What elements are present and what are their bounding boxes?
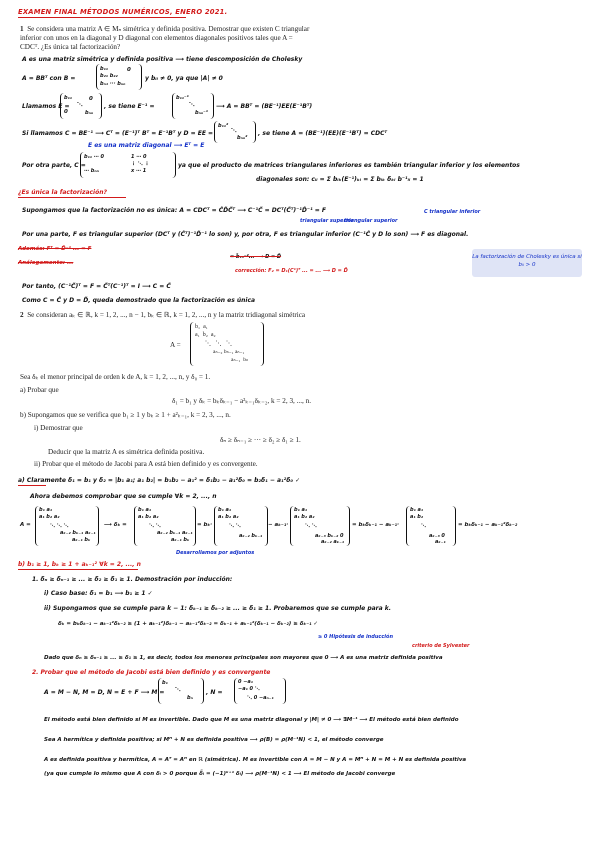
problem2-part-b-ii: ii) Probar que el método de Jacobi para A está bien definido y es convergente. xyxy=(34,460,258,468)
p2-hw-line7: ii) Supongamos que se cumple para k − 1: δₖ₋₁ ≥ δₖ₋₂ ≥ ... ≥ δ₁ ≥ 1. Probaremos que se cumple para k. xyxy=(44,605,392,612)
p2-hw-line1: Ahora debemos comprobar que se cumple ∀k = 2, ..., n xyxy=(30,493,217,500)
p1-strike-continuation: = b̃₁₁⁻²... ⟶ D = D̃ xyxy=(230,254,282,260)
p2-expand-term3: = bₖδₖ₋₁ − aₖ₋₁· xyxy=(352,522,400,528)
title-underline xyxy=(18,17,186,18)
p1-hw-line8: E es una matriz diagonal ⟶ Eᵀ = E xyxy=(88,142,205,149)
p2-det-matrix-A: b₁ a₁ a₁ b₂ a₂ ⋱ ⋱ ⋱ aₖ₋₂ bₖ₋₁ aₖ₋₁ aₖ₋₁ bₖ xyxy=(35,506,99,546)
p1-uniq-underline xyxy=(18,197,126,198)
problem2-part-a-formula: δ₁ = b₁ y δₖ = bₖδₖ₋₁ − a²ₖ₋₁δₖ₋₂, k = 2, 3, ..., n. xyxy=(172,397,312,405)
p2-hw-line12: 2. Probar que el método de Jacobi está bien definido y es convergente xyxy=(32,669,271,676)
p2-hw-line4: b) b₁ ≥ 1, bₖ ≥ 1 + aₖ₋₁² ∀k = 2, ..., n xyxy=(18,561,141,568)
p2-expand-term1: = bₖ· xyxy=(197,522,213,528)
problem2-part-b: b) Supongamos que se verifica que b₁ ≥ 1 y bₖ ≥ 1 + a²ₖ₋₁, k = 2, 3, ..., n. xyxy=(20,411,231,419)
p1-hw-line19: Análogamente: ... xyxy=(18,260,74,266)
p2-hw-line14: , N = xyxy=(206,689,223,696)
p2-hw-line6: i) Caso base: δ₁ = b₁ ⟶ b₁ ≥ 1 ✓ xyxy=(44,590,153,597)
p1-hw-line7: , se tiene A = (BE⁻¹)(EE)(E⁻¹Bᵀ) = CDCᵀ xyxy=(258,130,388,137)
problem1-statement xyxy=(20,25,309,52)
p2-det-A-label: A = xyxy=(20,522,31,528)
p1-hw-line0: A es una matriz simétrica y definida positiva ⟶ tiene descomposición de Cholesky xyxy=(22,56,303,63)
p1-hw-line17: Por una parte, F es triangular superior (DCᵀ y (C̃ᵀ)⁻¹D̃⁻¹ lo son) y, por otra, F es triangular inferior (C⁻¹C̃ y D lo son) ⟶ F es diagonal. xyxy=(22,231,469,238)
p2-hw-line3: Desarrollamos por adjuntos xyxy=(176,550,255,556)
p1-matrix-D: b₁₁² ⋱ bₙₙ² xyxy=(214,121,256,143)
p1-hw-line11: diagonales son: cᵢᵢ = Σ bᵢₖ(E⁻¹)ₖᵢ = Σ bᵢₖ δₖᵢ b⁻¹ᵢᵢ = 1 xyxy=(256,176,424,183)
p1-hw-line13: Supongamos que la factorización no es única: A = CDCᵀ = C̃D̃C̃ᵀ ⟶ C⁻¹C̃ = DCᵀ(C̃ᵀ)⁻¹D̃⁻¹ = F xyxy=(22,207,327,214)
p1-matrix-B: b₁₁ b₂₁ b₂₂ bₙ₁ ··· bₙₙ 0 xyxy=(96,64,142,90)
p2-a-underline xyxy=(18,485,46,486)
p2-hw-line0: a) Claramente δ₁ = b₁ y δ₂ = |b₁ a₁; a₁ b₂| = b₁b₂ − a₁² = δ₁b₂ − a₁²δ₀ = b₂δ₁ − a₁²δ₀ ✓ xyxy=(18,477,301,484)
p2-hw-line8: δₖ = bₖδₖ₋₁ − aₖ₋₁²δₖ₋₂ ≥ (1 + aₖ₋₁²)δₖ₋₁ − aₖ₋₁²δₖ₋₂ = δₖ₋₁ + aₖ₋₁²(δₖ₋₁ − δₖ₋₂) ≥ δₖ₋₁ ✓ xyxy=(58,621,319,627)
p1-hw-line14: C triangular inferior xyxy=(424,209,481,215)
p2-b-underline xyxy=(18,569,138,570)
p1-hw-line9: Por otra parte, C = xyxy=(22,162,86,169)
p2-hw-line9: ≥ 0 Hipótesis de inducción xyxy=(318,634,394,640)
problem2-part-b-i-tail: Deducir que la matriz A es simétrica definida positiva. xyxy=(48,448,205,456)
problem2-delta-definition: Sea δₖ el menor principal de orden k de A, k = 1, 2, ..., n, y δ₀ = 1. xyxy=(20,373,211,381)
p2-hw-line2: = bₖδₖ₋₁ − aₖ₋₁²δₖ₋₂ xyxy=(458,522,518,528)
problem1-statement-line1: Se considera una matriz A ∈ Mₙ simétrica y definida positiva. Demostrar que existen C triangular xyxy=(27,25,310,33)
p2-hw-line16: Sea A hermítica y definida positiva; si Mᴴ + N es definida positiva ⟶ ρ(B) = ρ(M⁻¹N) < 1, el método converge xyxy=(44,737,384,743)
p2-det-minor-2: b₁ a₁ a₁ b₂ a₂ ⋱ ⋱ aₖ₋₂ bₖ₋₁ xyxy=(214,506,268,546)
p2-det-minor-3: b₁ a₁ a₁ b₂ a₂ ⋱ ⋱ aₖ₋₃ bₖ₋₂ 0 aₖ₋₂ aₖ₋₁ xyxy=(290,506,350,546)
p1-hw-line21: Como C = C̃ y D = D̃, queda demostrado que la factorización es única xyxy=(22,297,256,304)
p2-delta-k-label: ⟶ δₖ = xyxy=(104,522,127,528)
cholesky-note-box: La factorización de Cholesky es única si bᵢᵢ > 0 xyxy=(472,249,582,277)
problem2-number: 2 xyxy=(20,311,24,319)
p1-hw-line1: A = BBᵀ con B = xyxy=(22,75,76,82)
p1-hw-line22: corrección: F₂ = D₁(C¹)ᵀ ... = ... ⟶ D = D̃ xyxy=(235,268,348,274)
p2-matrix-M: b₁ ⋱ bₙ xyxy=(158,678,204,704)
problem2-statement-line1: 2 Se consideran aₖ ∈ ℝ, k = 1, 2, ..., n − 1, bₖ ∈ ℝ, k = 1, 2, ..., n y la matriz tridiagonal simétrica xyxy=(20,311,306,319)
p1-hw-line15: triangular superior xyxy=(300,218,354,224)
problem1-statement-line2: inferior con unos en la diagonal y D diagonal con elementos diagonales positivos tales que A = xyxy=(20,34,293,42)
p2-matrix-N: 0 −a₁ −a₁ 0 ⋱ ⋱ 0 −aₙ₋₁ xyxy=(234,678,286,704)
p2-hw-line13: A = M − N, M = D, N = E + F ⟶ M = xyxy=(44,689,165,696)
problem2-part-a: a) Probar que xyxy=(20,386,59,394)
p2-hw-line10: criterio de Sylvester xyxy=(412,643,470,649)
exam-title: EXAMEN FINAL MÉTODOS NUMÉRICOS, ENERO 2021. xyxy=(18,8,228,16)
p1-hw-line18: Además: Fᵀ = D̃⁻¹ ... = F xyxy=(18,246,92,252)
p1-hw-line16: triangular superior xyxy=(344,218,398,224)
p1-hw-line3: Llamamos E = xyxy=(22,103,70,110)
p1-hw-line2: y bᵢᵢ ≠ 0, ya que |A| ≠ 0 xyxy=(145,75,223,82)
p1-hw-line4: , se tiene E⁻¹ = xyxy=(104,103,155,110)
p1-hw-line10: ya que el producto de matrices triangulares inferiores es también triangular inferior y los elementos xyxy=(178,162,520,169)
problem1-statement-line3: CDCᵀ. ¿Es única tal factorización? xyxy=(20,43,121,51)
p2-expand-term2: − aₖ₋₁· xyxy=(268,522,289,528)
p1-hw-line20: Por tanto, (C⁻¹C̃)ᵀ = F = C̃ᵀ(C⁻¹)ᵀ = I ⟶ C = C̃ xyxy=(22,283,171,290)
p1-matrix-C-product: b₁₁ ⋯ 0 ⋯ bₙₙ 1 ⋯ 0 ⋮ ⋱ ⋮ x ⋯ 1 xyxy=(80,152,176,178)
p1-matrix-Einv: b₁₁⁻¹ ⋱ bₙₙ⁻¹ xyxy=(172,93,214,119)
p2-det-minor-4: b₁ a₁ a₁ b₂ ⋱ aₖ₋₃ 0 aₖ₋₁ xyxy=(406,506,456,546)
p1-matrix-E: b₁₁ ⋱ bₙₙ 0 0 xyxy=(60,93,102,119)
p1-hw-line12: ¿Es única la factorización? xyxy=(18,189,107,196)
problem1-number: 1 xyxy=(20,25,24,33)
p2-hw-line18: (ya que cumple lo mismo que A con δᵢ > 0 porque δ̃ᵢ = (−1)ᵏ⁺¹ δᵢ) ⟶ ρ(M⁻¹N) < 1 ⟶ El método de Jacobi converge xyxy=(44,771,396,777)
p2-det-minor-1: b₁ a₁ a₁ b₂ a₂ ⋱ ⋱ aₖ₋₂ bₖ₋₁ aₖ₋₁ aₖ₋₁ bₖ xyxy=(134,506,196,546)
problem2-matrix-label: A = xyxy=(170,341,181,349)
p1-hw-line6: Si llamamos C = BE⁻¹ ⟶ Cᵀ = (E⁻¹)ᵀ Bᵀ = E⁻¹Bᵀ y D = EE = xyxy=(22,130,214,137)
p1-hw-line5: ⟶ A = BBᵀ = (BE⁻¹)EE(E⁻¹Bᵀ) xyxy=(216,103,313,110)
p2-hw-line17: A es definida positiva y hermítica, A = Aᵀ = Aᴴ en ℝ (simétrica). M es invertible con A = M − N y A = Mᴴ + N = M + N es definida positiva xyxy=(44,757,467,763)
problem2-tridiagonal-matrix: b₁ a₁ a₁ b₂ a₂ ⋱ ⋱ ⋱ aₙ₋₂ bₙ₋₁ aₙ₋₁ aₙ₋₁ bₙ xyxy=(190,322,264,366)
problem2-part-b-i-formula: δₙ ≥ δₙ₋₁ ≥ ··· ≥ δ₂ ≥ δ₁ ≥ 1. xyxy=(220,436,301,444)
p2-hw-line5: 1. δₙ ≥ δₙ₋₁ ≥ ... ≥ δ₂ ≥ δ₁ ≥ 1. Demostración por inducción: xyxy=(32,576,233,583)
p2-hw-line11: Dado que δₙ ≥ δₙ₋₁ ≥ ... ≥ δ₁ ≥ 1, es decir, todos los menores principales son mayores que 0 ⟶ A es una matriz definida positiva xyxy=(44,655,443,661)
p2-hw-line15: El método está bien definido si M es invertible. Dado que M es una matriz diagonal y |M| ≠ 0 ⟶ ∃M⁻¹ ⟶ El método está bien definido xyxy=(44,717,459,723)
problem2-part-b-i: i) Demostrar que xyxy=(34,424,83,432)
